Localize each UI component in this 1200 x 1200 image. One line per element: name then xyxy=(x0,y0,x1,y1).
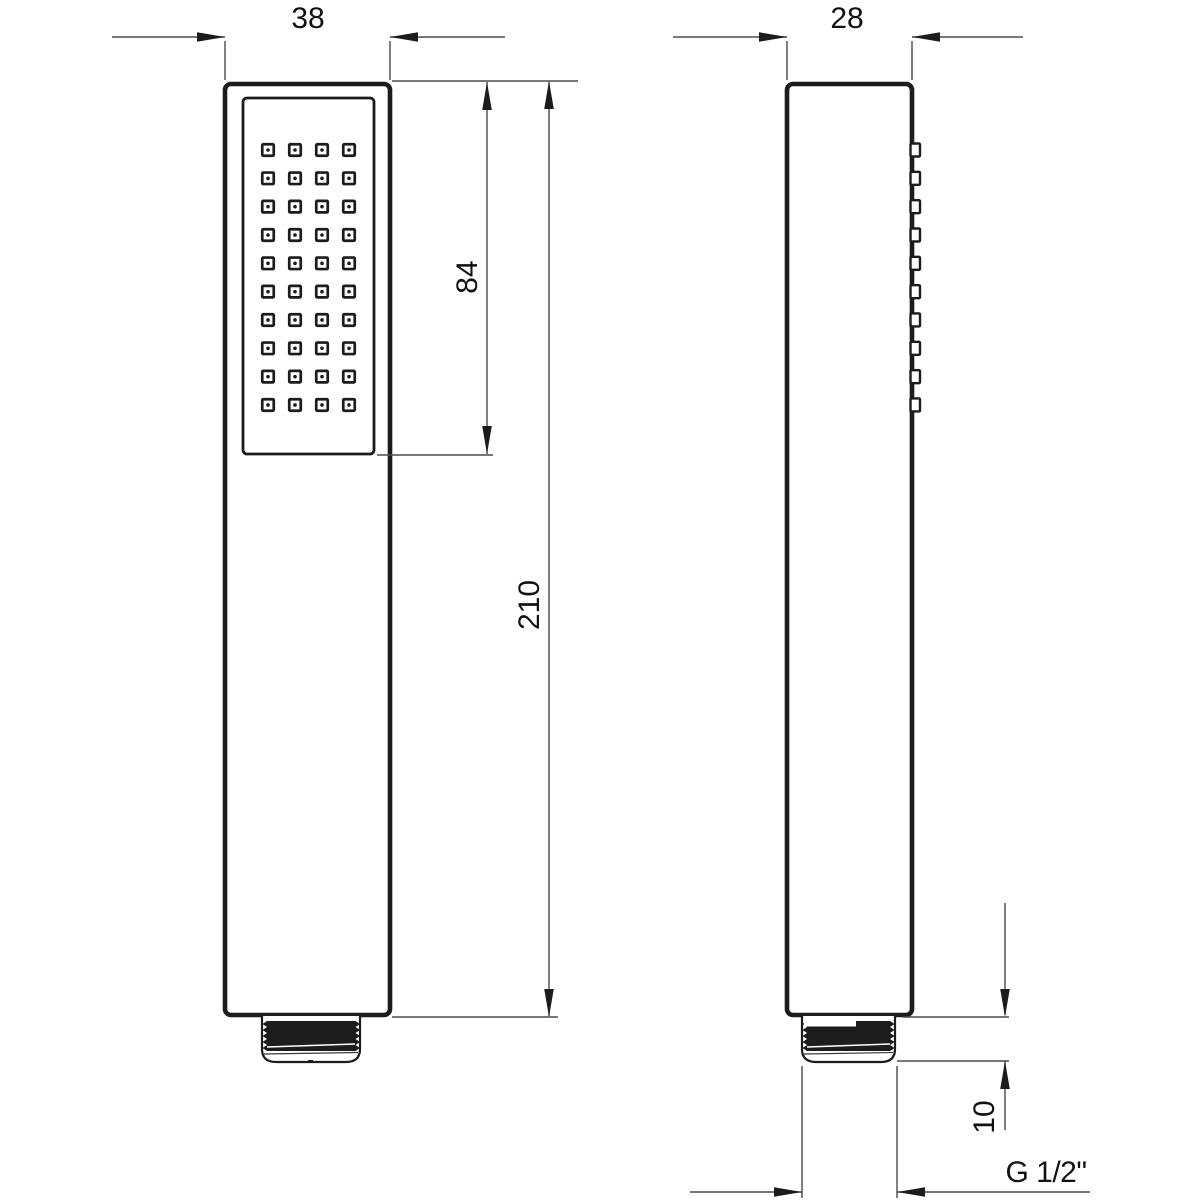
dim-spray-face xyxy=(377,81,578,455)
nozzle-center-dot xyxy=(266,148,270,152)
dim-thread-spec xyxy=(690,1066,1090,1198)
dim-g12-arrow-left xyxy=(774,1187,802,1197)
nozzle-center-dot xyxy=(320,375,324,379)
dim-10-arrow-down xyxy=(1000,989,1010,1017)
nozzle-center-dot xyxy=(347,262,351,266)
nozzle-center-dot xyxy=(266,177,270,181)
nozzle-center-dot xyxy=(293,233,297,237)
dim-210-arrow-top xyxy=(544,81,554,109)
nozzle-center-dot xyxy=(266,318,270,322)
nozzle-center-dot xyxy=(347,233,351,237)
nozzle-profile-tab xyxy=(911,398,921,411)
dim-38-arrow-right xyxy=(390,32,418,42)
dim-front-width xyxy=(112,2,505,80)
nozzle-center-dot xyxy=(347,318,351,322)
nozzle-center-dot xyxy=(347,290,351,294)
nozzle-profile-tab xyxy=(911,285,921,298)
nozzle-center-dot xyxy=(266,347,270,351)
nozzle-center-dot xyxy=(293,148,297,152)
nozzle-center-dot xyxy=(293,290,297,294)
dim-84-label: 84 xyxy=(451,260,484,294)
nozzle-center-dot xyxy=(347,177,351,181)
nozzle-center-dot xyxy=(266,262,270,266)
dim-210-label: 210 xyxy=(513,579,546,631)
dim-total-length xyxy=(392,81,558,1017)
nozzle-center-dot xyxy=(293,375,297,379)
nozzle-profile-tab xyxy=(911,172,921,185)
nozzle-center-dot xyxy=(266,290,270,294)
nozzle-center-dot xyxy=(347,148,351,152)
nozzle-center-dot xyxy=(320,177,324,181)
dim-side-depth xyxy=(673,2,1023,80)
dim-g12-label: G 1/2" xyxy=(1005,1156,1087,1189)
nozzle-center-dot xyxy=(320,403,324,407)
nozzle-center-dot xyxy=(320,290,324,294)
nozzle-profile-tab xyxy=(911,257,921,270)
nozzle-center-dot xyxy=(320,205,324,209)
dim-10-label: 10 xyxy=(968,1100,1001,1134)
side-thread-notch xyxy=(804,1021,856,1027)
dim-210-arrow-bottom xyxy=(544,989,554,1017)
nozzle-profile-tab xyxy=(911,370,921,383)
nozzle-center-dot xyxy=(347,375,351,379)
nozzle-center-dot xyxy=(320,233,324,237)
nozzle-profile-tab xyxy=(911,200,921,213)
nozzle-center-dot xyxy=(293,403,297,407)
nozzle-center-dot xyxy=(320,148,324,152)
nozzle-center-dot xyxy=(293,177,297,181)
nozzle-center-dot xyxy=(266,403,270,407)
front-thread-connector xyxy=(262,1016,360,1062)
dim-38-label: 38 xyxy=(291,2,325,35)
nozzle-center-dot xyxy=(347,347,351,351)
dim-84-arrow-bottom xyxy=(482,426,492,454)
nozzle-profile-tab xyxy=(911,144,921,157)
dim-28-arrow-left xyxy=(759,32,787,42)
nozzle-center-dot xyxy=(293,347,297,351)
nozzle-center-dot xyxy=(293,318,297,322)
nozzle-center-dot xyxy=(320,262,324,266)
side-body-outline xyxy=(787,84,912,1015)
nozzle-center-dot xyxy=(293,262,297,266)
nozzle-center-dot xyxy=(266,375,270,379)
dim-10-arrow-up xyxy=(1000,1061,1010,1089)
nozzle-center-dot xyxy=(266,233,270,237)
nozzle-center-dot xyxy=(266,205,270,209)
nozzle-center-dot xyxy=(293,205,297,209)
nozzle-center-dot xyxy=(320,318,324,322)
dim-28-label: 28 xyxy=(830,2,864,35)
dim-38-arrow-left xyxy=(197,32,225,42)
nozzle-center-dot xyxy=(347,403,351,407)
dim-28-arrow-right xyxy=(912,32,940,42)
nozzle-profile-tab xyxy=(911,342,921,355)
nozzle-center-dot xyxy=(347,205,351,209)
nozzle-center-dot xyxy=(320,347,324,351)
dim-g12-arrow-right xyxy=(897,1187,925,1197)
nozzle-profile-tab xyxy=(911,313,921,326)
front-view xyxy=(225,84,390,1062)
dim-84-arrow-top xyxy=(482,82,492,110)
side-view xyxy=(787,84,920,1062)
side-thread-connector xyxy=(802,1016,895,1062)
nozzle-profile-tab xyxy=(911,228,921,241)
